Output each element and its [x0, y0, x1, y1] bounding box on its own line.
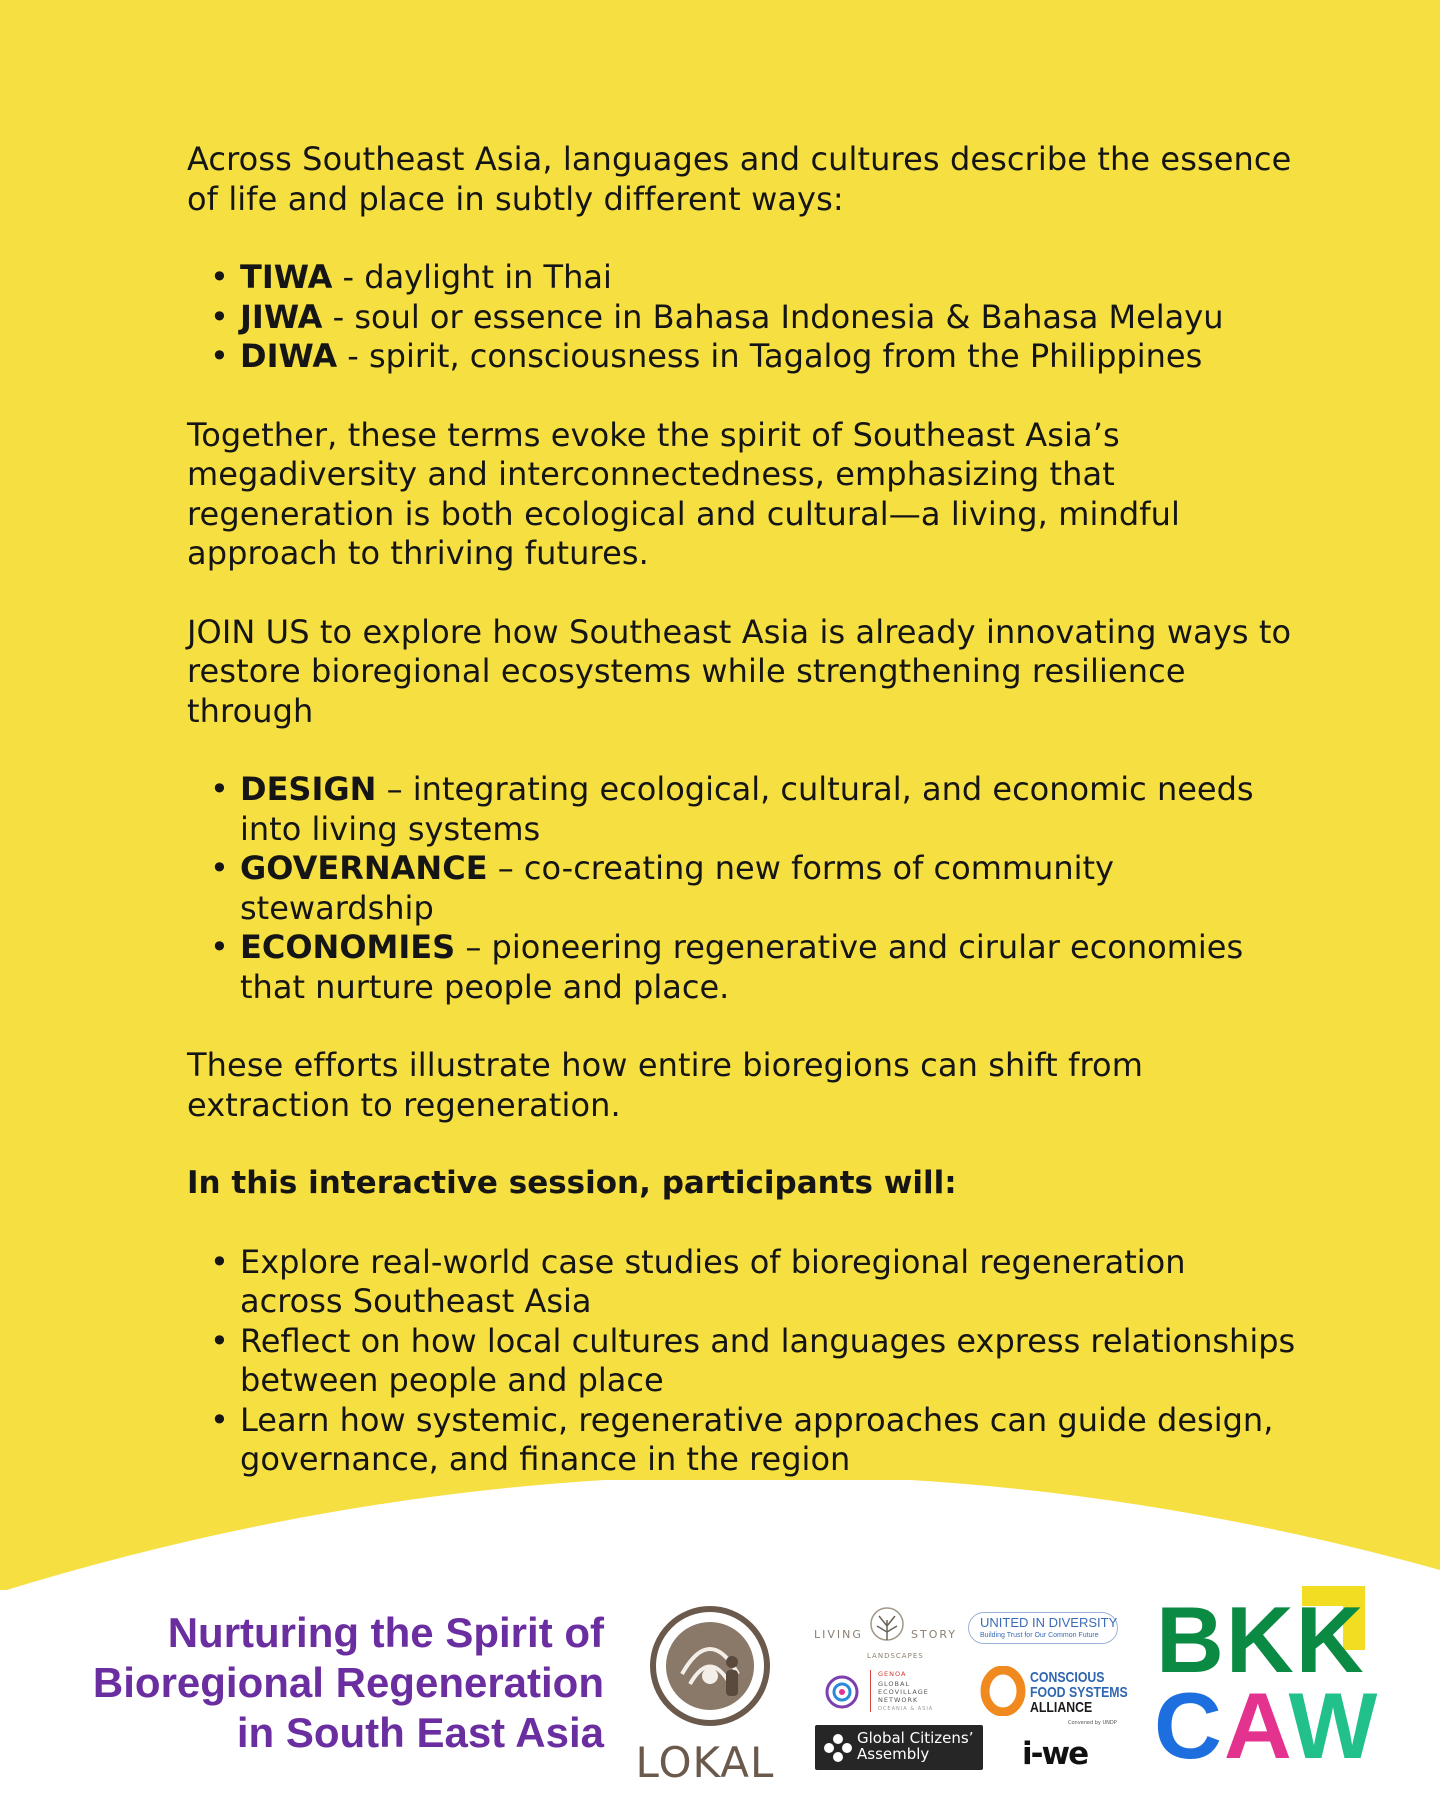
pillar-description: – co-creating new forms of community stewardship — [240, 849, 1114, 927]
gca-flower-icon — [823, 1733, 853, 1763]
genoa-line: OCEANIA & ASIA — [878, 1706, 934, 1712]
event-title-line: Nurturing the Spirit of — [167, 1609, 604, 1656]
term-label: TIWA — [240, 258, 333, 296]
uid-tagline: Building Trust for Our Common Future — [980, 1632, 1099, 1639]
genoa-line: GLOBAL — [878, 1680, 911, 1688]
caw-letter: W — [1288, 1673, 1380, 1778]
list-item: • Explore real-world case studies of bioregional regeneration across Southeast Asia — [240, 1243, 1297, 1322]
outcomes-list — [187, 1243, 1297, 1480]
together-paragraph: Together, these terms evoke the spirit of Southeast Asia’s megadiversity and interconnectedness, emphasizing that regeneration is both ecological and cultural—a living, mindful approach to thriving futures. — [187, 415, 1181, 572]
cfsa-line: ALLIANCE — [1030, 1699, 1093, 1716]
pillar-description: – pioneering regenerative and cirular economies that nurture people and place. — [240, 928, 1244, 1006]
intro-paragraph: Across Southeast Asia, languages and cultures describe the essence of life and place in subtly different ways: — [187, 140, 1292, 218]
living-story-logo — [812, 1604, 962, 1664]
cfsa-logo — [980, 1664, 1128, 1726]
living-story-right: STORY — [911, 1628, 958, 1641]
caw-letter: A — [1223, 1673, 1289, 1778]
list-item — [240, 258, 1297, 298]
list-item — [240, 849, 1297, 928]
terms-list — [187, 258, 1297, 377]
united-in-diversity-logo — [968, 1612, 1118, 1652]
genoa-logo — [822, 1668, 952, 1718]
term-label: JIWA — [240, 297, 323, 336]
list-item — [240, 337, 1297, 377]
cfsa-ring-icon — [980, 1666, 1026, 1716]
term-description: - spirit, consciousness in Tagalog from the Philippines — [337, 337, 1203, 375]
lokal-logo — [630, 1604, 780, 1790]
term-description: - soul or essence in Bahasa Indonesia & Bahasa Melayu — [322, 297, 1224, 336]
pillars-list — [187, 770, 1297, 1007]
tree-icon — [867, 1606, 907, 1652]
living-story-sub: LANDSCAPES — [867, 1652, 924, 1660]
genoa-line: NETWORK — [878, 1696, 919, 1704]
list-item: • Reflect on how local cultures and languages express relationships between people and place — [240, 1322, 1297, 1401]
gca-name — [857, 1730, 974, 1762]
join-paragraph: JOIN US to explore how Southeast Asia is already innovating ways to restore bioregional ecosystems while strengthening resilience through — [187, 612, 1292, 730]
gca-line: Assembly — [857, 1745, 930, 1763]
cfsa-name — [1030, 1670, 1128, 1715]
event-title — [93, 1608, 604, 1758]
list-item — [240, 928, 1297, 1007]
pillar-description: – integrating ecological, cultural, and economic needs into living systems — [240, 770, 1254, 848]
pillar-label: DESIGN — [240, 770, 377, 808]
list-item — [240, 298, 1297, 338]
lokal-wordmark: LOKAL — [635, 1738, 775, 1787]
pillar-label: ECONOMIES — [240, 928, 456, 966]
i-we-logo — [1022, 1734, 1102, 1774]
genoa-flower-icon — [822, 1672, 862, 1712]
uid-name: UNITED IN DIVERSITY — [980, 1615, 1118, 1630]
session-heading: In this interactive session, participants will: — [187, 1165, 957, 1201]
pillar-label: GOVERNANCE — [240, 849, 488, 887]
global-citizens-assembly-logo — [815, 1725, 983, 1770]
gca-line: Global Citizens’ — [857, 1729, 974, 1747]
term-label: DIWA — [240, 337, 338, 375]
footer-wave — [0, 1480, 1440, 1592]
caw-wordmark — [1154, 1673, 1380, 1778]
list-item — [240, 770, 1297, 849]
genoa-line: ECOVILLAGE — [878, 1688, 929, 1696]
term-description: - daylight in Thai — [332, 258, 612, 296]
cfsa-line: CONSCIOUS — [1030, 1669, 1105, 1686]
bkk-caw-logo — [1150, 1580, 1390, 1778]
event-title-line: in South East Asia — [236, 1709, 604, 1756]
event-title-line: Bioregional Regeneration — [92, 1659, 604, 1706]
cfsa-sub: Convened by UNDP — [1068, 1720, 1117, 1726]
bkk-wordmark: BKK — [1156, 1587, 1366, 1692]
living-story-left: LIVING — [814, 1628, 863, 1641]
i-we-wordmark: i-we — [1022, 1736, 1088, 1772]
lokal-emblem-icon — [630, 1604, 780, 1734]
efforts-paragraph: These efforts illustrate how entire bioregions can shift from extraction to regeneration. — [187, 1046, 1143, 1124]
caw-letter: C — [1154, 1673, 1224, 1778]
genoa-line: GENOA — [878, 1670, 907, 1678]
cfsa-line: FOOD SYSTEMS — [1030, 1684, 1128, 1701]
list-item: • Learn how systemic, regenerative approaches can guide design, governance, and finance in the region — [240, 1401, 1297, 1480]
main-content — [187, 140, 1297, 1519]
